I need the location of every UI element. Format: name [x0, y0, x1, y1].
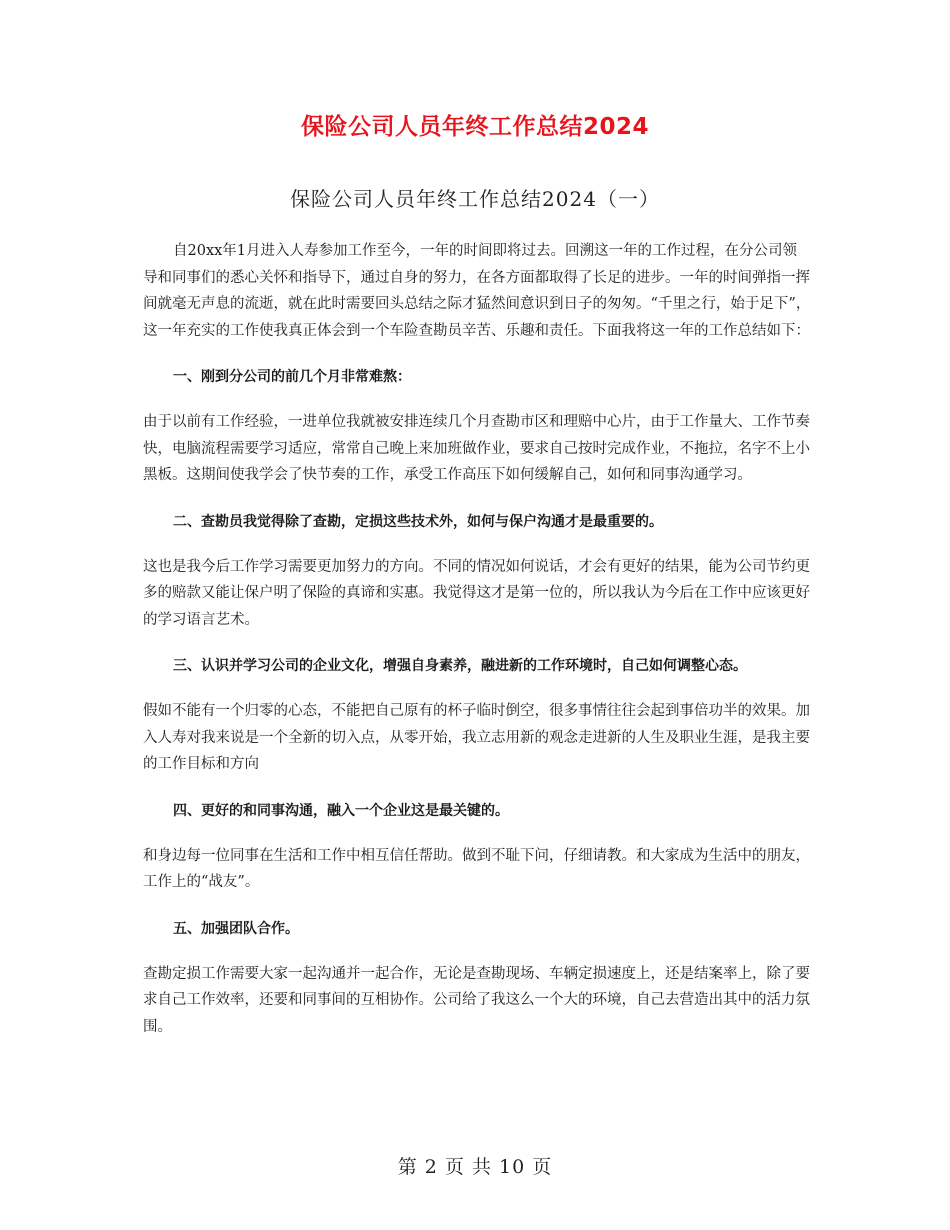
section-text-1: 由于以前有工作经验，一进单位我就被安排连续几个月查勘市区和理赔中心片，由于工作量大、工作节奏快，电脑流程需要学习适应，常常自己晚上来加班做作业，要求自己按时完成作业，不拖拉，名字不上小黑板。这期间使我学会了快节奏的工作，承受工作高压下如何缓解自己，如何和同事沟通学习。 — [143, 414, 810, 483]
section-heading-5: 五、加强团队合作。 — [173, 920, 299, 937]
section-text-2: 这也是我今后工作学习需要更加努力的方向。不同的情况如何说话，才会有更好的结果，能为公司节约更多的赔款又能让保户明了保险的真谛和实惠。我觉得这才是第一位的，所以我认为今后在工作中应该更好的学习语言艺术。 — [143, 558, 810, 628]
section-heading-3: 三、认识并学习公司的企业文化，增强自身素养，融进新的工作环境时，自己如何调整心态。 — [173, 658, 747, 674]
section-text-4: 和身边每一位同事在生活和工作中相互信任帮助。做到不耻下问，仔细请教。和大家成为生活中的朋友，工作上的“战友”。 — [143, 847, 810, 890]
document-title: 保险公司人员年终工作总结2024 — [300, 114, 649, 140]
section-text-3: 假如不能有一个归零的心态，不能把自己原有的杯子临时倒空，很多事情往往会起到事倍功半的效果。加入人寿对我来说是一个全新的切入点，从零开始，我立志用新的观念走进新的人生及职业生涯，是我主要的工作目标和方向 — [143, 703, 810, 772]
document-subtitle: 保险公司人员年终工作总结2024（一） — [290, 187, 660, 211]
document-body — [143, 238, 811, 1040]
section-heading-4: 四、更好的和同事沟通，融入一个企业这是最关键的。 — [173, 802, 509, 819]
section-heading-2: 二、查勘员我觉得除了查勘，定损这些技术外，如何与保户沟通才是最重要的。 — [173, 513, 663, 530]
intro-paragraph: 自20xx年1月进入人寿参加工作至今，一年的时间即将过去。回溯这一年的工作过程，在分公司领导和同事们的悉心关怀和指导下，通过自身的努力，在各方面都取得了长足的进步。一年的时间弹指一挥间就毫无声息的流逝，就在此时需要回头总结之际才猛然间意识到日子的匆匆。“千里之行，始于足下”，这一年充实的工作使我真正体会到一个车险查勘员辛苦、乐趣和责任。下面我将这一年的工作总结如下： — [143, 243, 811, 339]
section-text-5: 查勘定损工作需要大家一起沟通并一起合作，无论是查勘现场、车辆定损速度上，还是结案率上，除了要求自己工作效率，还要和同事间的互相协作。公司给了我这么一个大的环境，自己去营造出其中的活力氛围。 — [143, 965, 810, 1035]
page-number-footer: 第 2 页 共 10 页 — [397, 1156, 553, 1178]
section-heading-1: 一、刚到分公司的前几个月非常难熬： — [173, 369, 411, 385]
